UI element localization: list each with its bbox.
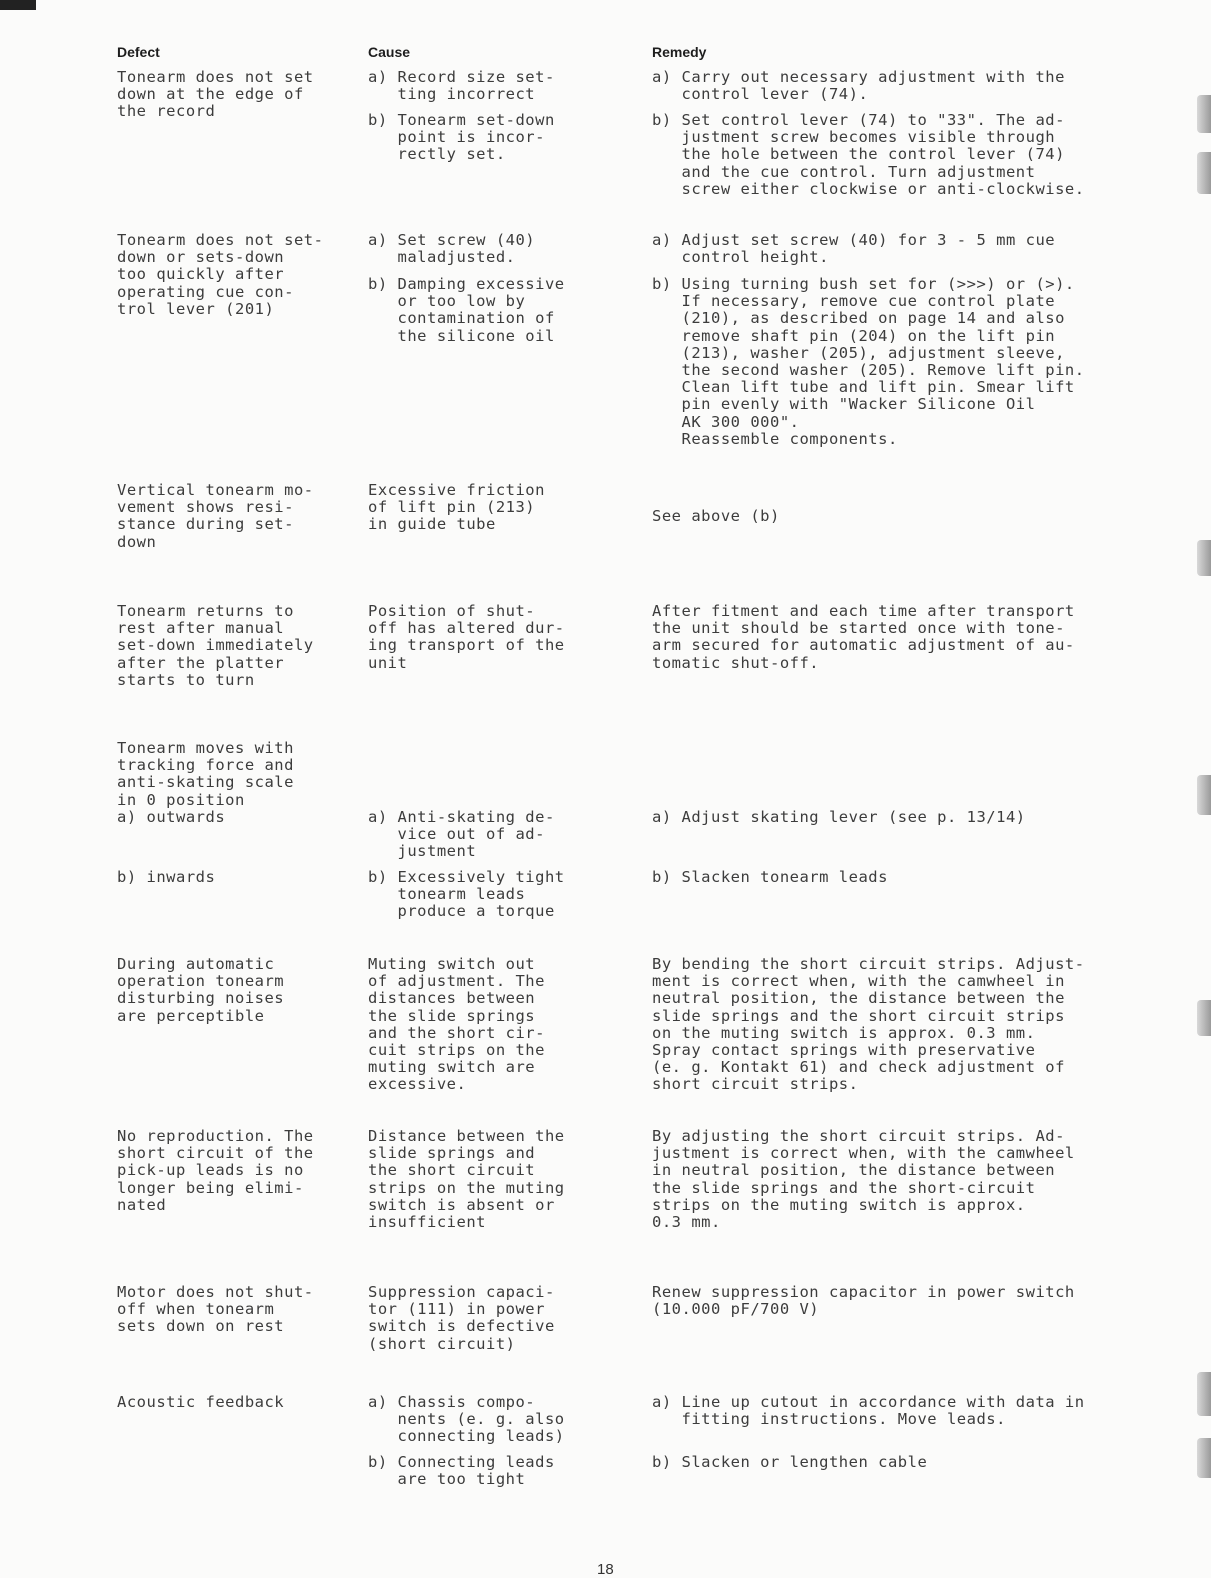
cause-cell: Position of shut- off has altered dur- ing transport of the unit <box>368 602 565 672</box>
remedy-cell: b) Slacken or lengthen cable <box>652 1453 928 1471</box>
remedy-cell: b) Slacken tonearm leads <box>652 868 888 886</box>
remedy-cell: After fitment and each time after transport the unit should be started once with tone- arm secured for automatic adjustment of au- tomatic shut-off. <box>652 602 1075 672</box>
cause-cell: a) Chassis compo- nents (e. g. also connecting leads) <box>368 1393 565 1446</box>
cause-cell: Suppression capaci- tor (111) in power switch is defective (short circuit) <box>368 1283 555 1353</box>
defect-cell: Tonearm returns to rest after manual set-down immediately after the platter starts to turn <box>117 602 314 689</box>
remedy-cell: By bending the short circuit strips. Adjust- ment is correct when, with the camwheel in neutral position, the distance between the slide springs and the short circuit strips on the muting switch is approx. 0.3 mm. Spray contact springs with preservative (e. g. Kontakt 61) and check adjustment of short circuit strips. <box>652 955 1085 1094</box>
defect-cell: No reproduction. The short circuit of the pick-up leads is no longer being elimi- nated <box>117 1127 314 1214</box>
defect-cell: Tonearm does not set down at the edge of the record <box>117 68 314 121</box>
remedy-cell: a) Carry out necessary adjustment with the control lever (74). <box>652 68 1065 104</box>
binding-hole <box>1197 152 1211 194</box>
remedy-cell: See above (b) <box>652 507 780 525</box>
cause-cell: Muting switch out of adjustment. The distances between the slide springs and the short cir- cuit strips on the muting switch are excessive. <box>368 955 545 1094</box>
cause-cell: Excessive friction of lift pin (213) in guide tube <box>368 481 545 534</box>
defect-cell: Motor does not shut- off when tonearm sets down on rest <box>117 1283 314 1336</box>
defect-cell: During automatic operation tonearm disturbing noises are perceptible <box>117 955 285 1025</box>
cause-cell: b) Excessively tight tonearm leads produce a torque <box>368 868 565 921</box>
remedy-cell: b) Using turning bush set for (>>>) or (>). If necessary, remove cue control plate (210), as described on page 14 and also remove shaft pin (204) on the lift pin (213), washer (205), adjustment sleeve, the second washer (205). Remove lift pin. Clean lift tube and lift pin. Smear lift pin evenly with "Wacker Silicone Oil AK 300 000". Reassemble components. <box>652 275 1085 448</box>
defect-cell: Acoustic feedback <box>117 1393 285 1411</box>
binding-hole <box>1197 1372 1211 1416</box>
column-header-defect: Defect <box>117 44 160 60</box>
cause-cell: b) Damping excessive or too low by contamination of the silicone oil <box>368 275 565 345</box>
remedy-cell: a) Adjust set screw (40) for 3 - 5 mm cue control height. <box>652 231 1056 267</box>
cause-cell: a) Anti-skating de- vice out of ad- justment <box>368 808 555 861</box>
remedy-cell: Renew suppression capacitor in power switch (10.000 pF/700 V) <box>652 1283 1075 1319</box>
cause-cell: a) Set screw (40) maladjusted. <box>368 231 536 267</box>
cause-cell: b) Connecting leads are too tight <box>368 1453 555 1489</box>
cause-cell: a) Record size set- ting incorrect <box>368 68 555 104</box>
page-number: 18 <box>597 1561 614 1578</box>
remedy-cell: a) Line up cutout in accordance with data in fitting instructions. Move leads. <box>652 1393 1085 1429</box>
column-header-remedy: Remedy <box>652 44 707 60</box>
defect-cell: b) inwards <box>117 868 216 886</box>
cause-cell: b) Tonearm set-down point is incor- rectly set. <box>368 111 555 164</box>
cause-cell: Distance between the slide springs and the short circuit strips on the muting switch is absent or insufficient <box>368 1127 565 1232</box>
binding-hole <box>1197 95 1211 133</box>
binding-hole <box>1197 1000 1211 1036</box>
remedy-cell: By adjusting the short circuit strips. Ad- justment is correct when, with the camwheel in neutral position, the distance between the slide springs and the short-circuit strips on the muting switch is approx. 0.3 mm. <box>652 1127 1075 1232</box>
binding-hole <box>1197 1438 1211 1478</box>
remedy-cell: b) Set control lever (74) to "33". The ad- justment screw becomes visible through the hole between the control lever (74) and the cue control. Turn adjustment screw either clockwise or anti-clockwise. <box>652 111 1085 198</box>
defect-cell: Tonearm moves with tracking force and anti-skating scale in 0 position a) outwards <box>117 739 294 826</box>
defect-cell: Tonearm does not set- down or sets-down too quickly after operating cue con- trol lever (201) <box>117 231 324 318</box>
remedy-cell: a) Adjust skating lever (see p. 13/14) <box>652 808 1026 826</box>
binding-hole <box>1197 775 1211 815</box>
scan-corner-mark <box>0 0 36 10</box>
column-header-cause: Cause <box>368 44 411 60</box>
defect-cell: Vertical tonearm mo- vement shows resi- stance during set- down <box>117 481 314 551</box>
binding-hole <box>1197 540 1211 576</box>
